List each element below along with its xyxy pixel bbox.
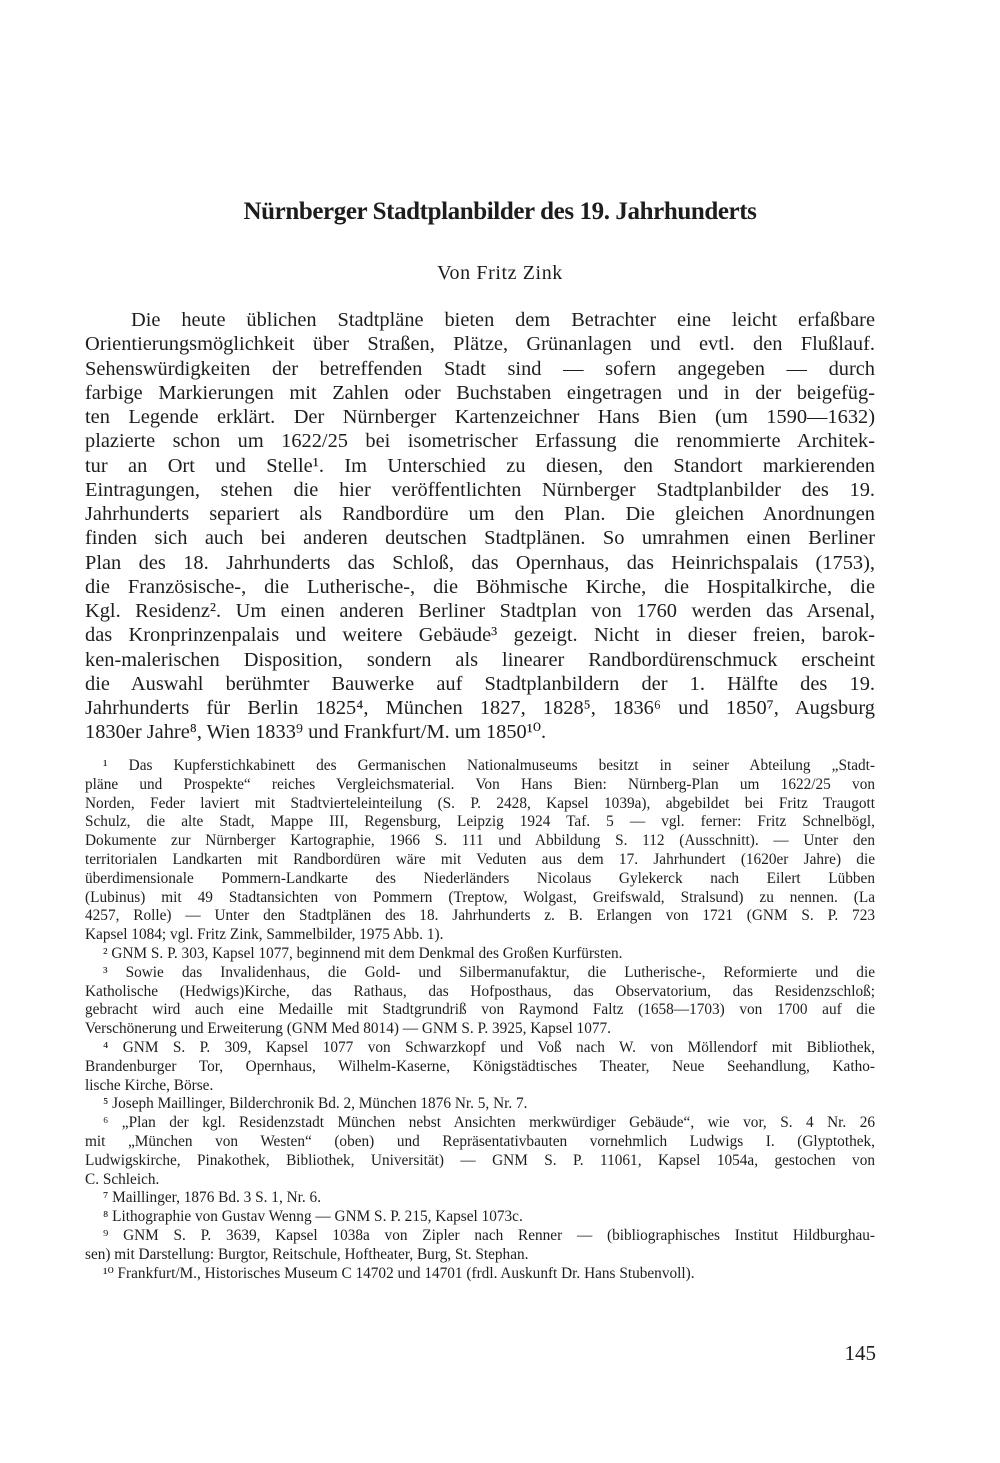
footnote [85, 757, 875, 945]
footnote-line: sen) mit Darstellung: Burgtor, Reitschule, Hoftheater, Burg, St. Stephan. [85, 1245, 529, 1263]
body-line: Eintragungen, stehen die hier veröffentlichten Nürnberger Stadtplanbilder des 19. [85, 478, 875, 501]
footnote-line: ¹⁰ Frankfurt/M., Historisches Museum C 14702 und 14701 (frdl. Auskunft Dr. Hans Stubenvoll). [103, 1264, 695, 1282]
footnote-line: (Lubinus) mit 49 Stadtansichten von Pommern (Treptow, Wolgast, Greifswald, Stralsund) zu nennen. (La [85, 888, 875, 906]
footnote [85, 1114, 875, 1189]
body-line: tur an Ort und Stelle¹. Im Unterschied zu diesen, den Standort markierenden [85, 454, 875, 477]
footnote-line: lische Kirche, Börse. [85, 1076, 214, 1094]
footnote-line: Dokumente zur Nürnberger Kartographie, 1966 S. 111 und Abbildung S. 112 (Ausschnitt). — Unter den [85, 832, 875, 850]
footnote-line: ⁶ „Plan der kgl. Residenzstadt München nebst Ansichten merkwürdiger Gebäude“, wie vor, S. 4 Nr. 26 [103, 1114, 875, 1132]
footnote-line: Katholische (Hedwigs)Kirche, das Rathaus, das Hofposthaus, das Observatorium, das Residenzschloß; [85, 982, 875, 1000]
footnote-line: pläne und Prospekte“ reiches Vergleichsmaterial. Von Hans Bien: Nürnberg-Plan um 1622/25 von [85, 775, 875, 793]
footnote-line: C. Schleich. [85, 1170, 160, 1188]
footnote-line: ⁷ Maillinger, 1876 Bd. 3 S. 1, Nr. 6. [103, 1189, 322, 1207]
footnote-line: Ludwigskirche, Pinakothek, Bibliothek, Universität) — GNM S. P. 11061, Kapsel 1054a, gestochen von [85, 1151, 875, 1169]
footnote-line: 4257, Rolle) — Unter den Stadtplänen des 18. Jahrhunderts z. B. Erlangen von 1721 (GNM S. P. 723 [85, 907, 875, 925]
body-line: 1830er Jahre⁸, Wien 1833⁹ und Frankfurt/M. um 1850¹⁰. [85, 721, 547, 744]
body-line: ten Legende erklärt. Der Nürnberger Kartenzeichner Hans Bien (um 1590—1632) [85, 406, 875, 428]
footnote-line: Norden, Feder laviert mit Stadtvierteleinteilung (S. P. 2428, Kapsel 1039a), abgebildet bei Fritz Traugott [85, 794, 875, 812]
article-author: Von Fritz Zink [437, 262, 563, 284]
body-line: farbige Markierungen mit Zahlen oder Buchstaben eingetragen und in der beigefüg- [85, 381, 875, 404]
body-line: die Französische-, die Lutherische-, die Böhmische Kirche, die Hospitalkirche, die [85, 575, 875, 598]
footnote [85, 1039, 875, 1095]
footnote-line: mit „München von Westen“ (oben) und Repräsentativbauten vornehmlich Ludwigs I. (Glyptothek, [85, 1132, 875, 1150]
footnote-line: ² GNM S. P. 303, Kapsel 1077, beginnend mit dem Denkmal des Großen Kurfürsten. [103, 944, 623, 962]
body-line: Kgl. Residenz². Um einen anderen Berliner Stadtplan von 1760 werden das Arsenal, [85, 600, 875, 622]
body-line: Orientierungsmöglichkeit über Straßen, Plätze, Grünanlagen und evtl. den Flußlauf. [85, 333, 875, 356]
footnote-line: ¹ Das Kupferstichkabinett des Germanischen Nationalmuseums besitzt in seiner Abteilung „Stadt- [103, 757, 875, 774]
footnote [85, 964, 875, 1039]
page-number: 145 [844, 1341, 876, 1365]
footnote-line: ⁴ GNM S. P. 309, Kapsel 1077 von Schwarzkopf und Voß nach W. von Möllendorf mit Bibliothek, [103, 1038, 875, 1056]
body-line: Die heute üblichen Stadtpläne bieten dem Betrachter eine leicht erfaßbare [131, 309, 875, 331]
footnote-line: Schulz, die alte Stadt, Mappe III, Regensburg, Leipzig 1924 Taf. 5 — vgl. ferner: Fritz Schnelbögl, [85, 813, 875, 831]
footnote-line: territorialen Landkarten mit Randbordüren wäre mit Veduten aus dem 17. Jahrhundert (1620er Jahre) die [85, 850, 875, 868]
body-line: finden sich auch bei anderen deutschen Stadtplänen. So umrahmen einen Berliner [85, 527, 875, 550]
footnotes [85, 757, 875, 1283]
footnote [85, 1208, 875, 1227]
body-line: plazierte schon um 1622/25 bei isometrischer Erfassung die renommierte Architek- [85, 430, 875, 453]
footnote [85, 945, 875, 964]
footnote [85, 1227, 875, 1265]
footnote-line: ³ Sowie das Invalidenhaus, die Gold- und Silbermanufaktur, die Lutherische-, Reformierte und die [103, 963, 875, 981]
footnote-line: Verschönerung und Erweiterung (GNM Med 8014) — GNM S. P. 3925, Kapsel 1077. [85, 1020, 611, 1038]
footnote-line: gebracht wird auch eine Medaille mit Stadtgrundriß von Raymond Faltz (1658—1703) von 1700 auf die [85, 1001, 875, 1019]
footnote-line: Kapsel 1084; vgl. Fritz Zink, Sammelbilder, 1975 Abb. 1). [85, 926, 444, 944]
body-text [85, 308, 875, 745]
article-title: Nürnberger Stadtplanbilder des 19. Jahrhunderts [243, 198, 757, 225]
footnote-line: Brandenburger Tor, Opernhaus, Wilhelm-Kaserne, Königstädtisches Theater, Neue Seehandlung, Katho- [85, 1057, 875, 1075]
footnote [85, 1265, 875, 1284]
footnote-line: überdimensionale Pommern-Landkarte des Niederländers Nicolaus Gylekerck nach Eilert Lübben [85, 869, 875, 887]
body-line: Jahrhunderts für Berlin 1825⁴, München 1827, 1828⁵, 1836⁶ und 1850⁷, Augsburg [85, 697, 875, 719]
body-line: Jahrhunderts separiert als Randbordüre um den Plan. Die gleichen Anordnungen [85, 503, 875, 525]
body-line: Plan des 18. Jahrhunderts das Schloß, das Opernhaus, das Heinrichspalais (1753), [85, 551, 875, 574]
footnote [85, 1189, 875, 1208]
body-line: die Auswahl berühmter Bauwerke auf Stadtplanbildern der 1. Hälfte des 19. [85, 672, 875, 695]
body-line: das Kronprinzenpalais und weitere Gebäude³ gezeigt. Nicht in dieser freien, barok- [85, 624, 875, 647]
footnote-line: ⁸ Lithographie von Gustav Wenng — GNM S. P. 215, Kapsel 1073c. [103, 1208, 523, 1226]
body-line: Sehenswürdigkeiten der betreffenden Stadt sind — sofern angegeben — durch [85, 357, 875, 380]
footnote [85, 1095, 875, 1114]
footnote-line: ⁹ GNM S. P. 3639, Kapsel 1038a von Zipler nach Renner — (bibliographisches Institut Hildburghau- [103, 1226, 875, 1244]
footnote-line: ⁵ Joseph Maillinger, Bilderchronik Bd. 2, München 1876 Nr. 5, Nr. 7. [103, 1095, 528, 1113]
body-line: ken-malerischen Disposition, sondern als linearer Randbordürenschmuck erscheint [85, 648, 875, 671]
